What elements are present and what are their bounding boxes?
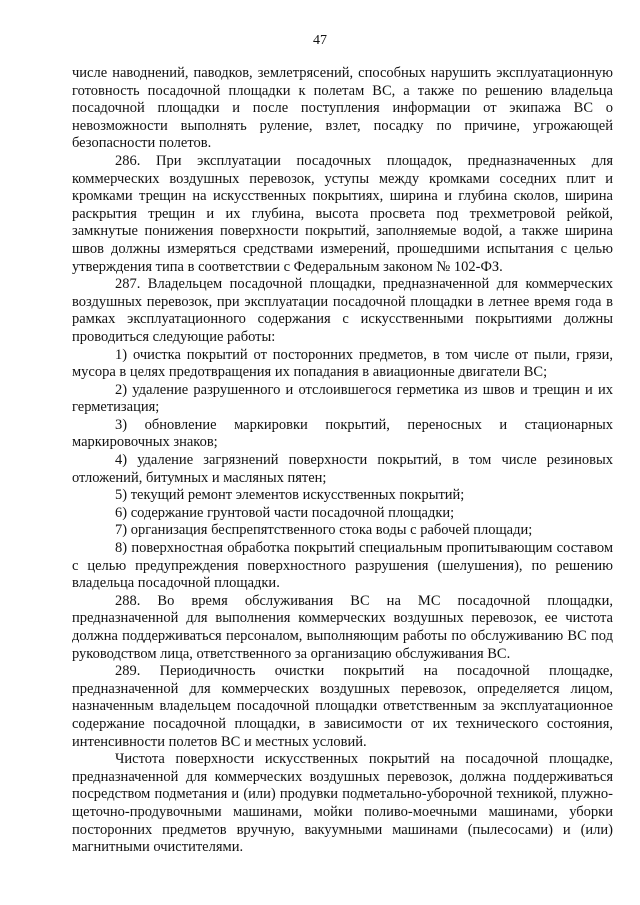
paragraph-continuation: числе наводнений, паводков, землетрясений, способных нарушить эксплуатационную готовность посадочной площадки к полетам ВС, а также по решению владельца посадочной площадки и после поступления информации от экипажа ВС о невозможности выполнять руление, взлет, посадку по причине, угрожающей безопасности полетов.	[72, 65, 613, 152]
list-item-6: 6) содержание грунтовой части посадочной площадки;	[115, 504, 455, 521]
list-item-2: 2) удаление разрушенного и отслоившегося герметика из швов и трещин и их герметизация;	[72, 381, 613, 416]
document-body	[72, 65, 613, 857]
list-item-8: 8) поверхностная обработка покрытий специальным пропитывающим составом с целью предупреждения поверхностного разрушения (шелушения), по решению владельца посадочной площадки.	[72, 540, 613, 592]
paragraph-286: 286. При эксплуатации посадочных площадок, предназначенных для коммерческих воздушных перевозок, уступы между кромками соседних плит и кромками трещин на искусственных покрытиях, ширина и глубина сколов, ширина раскрытия трещин и их глубина, высота просвета под трехметровой рейкой, замкнутые понижения поверхности покрытий, заполняемые водой, а также ширина швов должны измеряться средствами измерений, прошедшими испытания с целью утверждения типа в соответствии с Федеральным законом № 102-ФЗ.	[72, 152, 613, 275]
list-item-1: 1) очистка покрытий от посторонних предметов, в том числе от пыли, грязи, мусора в целях предотвращения их попадания в авиационные двигатели ВС;	[72, 346, 613, 381]
list-item-7: 7) организация беспрепятственного стока воды с рабочей площади;	[115, 522, 533, 539]
paragraph-cleanliness: Чистота поверхности искусственных покрытий на посадочной площадке, предназначенной для коммерческих воздушных перевозок, должна поддерживаться посредством подметания и (или) продувки подметально-уборочной техникой, плужно-щеточно-продувочными машинами, мойки поливо-моечными машинами, уборки посторонних предметов вручную, вакуумными машинами (пылесосами) и (или) магнитными очистителями.	[72, 751, 613, 856]
list-item-4: 4) удаление загрязнений поверхности покрытий, в том числе резиновых отложений, битумных и масляных пятен;	[72, 452, 613, 486]
paragraph-289: 289. Периодичность очистки покрытий на посадочной площадке, предназначенной для коммерческих воздушных перевозок, определяется лицом, назначенным владельцем посадочной площадки ответственным за эксплуатационное содержание посадочной площадки, в зависимости от их технического состояния, интенсивности полетов ВС и местных условий.	[72, 663, 613, 750]
list-item-5: 5) текущий ремонт элементов искусственных покрытий;	[115, 487, 465, 504]
list-item-3: 3) обновление маркировки покрытий, переносных и стационарных маркировочных знаков;	[72, 416, 613, 451]
paragraph-288: 288. Во время обслуживания ВС на МС посадочной площадки, предназначенной для выполнения коммерческих воздушных перевозок, ее чистота должна поддерживаться персоналом, выполняющим работы по обслуживанию ВС под руководством лица, ответственного за организацию обслуживания ВС.	[72, 592, 613, 662]
paragraph-287: 287. Владельцем посадочной площадки, предназначенной для коммерческих воздушных перевозок, при эксплуатации посадочной площадки в летнее время года в рамках эксплуатационного содержания с искусственными покрытиями должны проводиться следующие работы:	[72, 276, 613, 345]
page-number: 47	[313, 33, 327, 48]
